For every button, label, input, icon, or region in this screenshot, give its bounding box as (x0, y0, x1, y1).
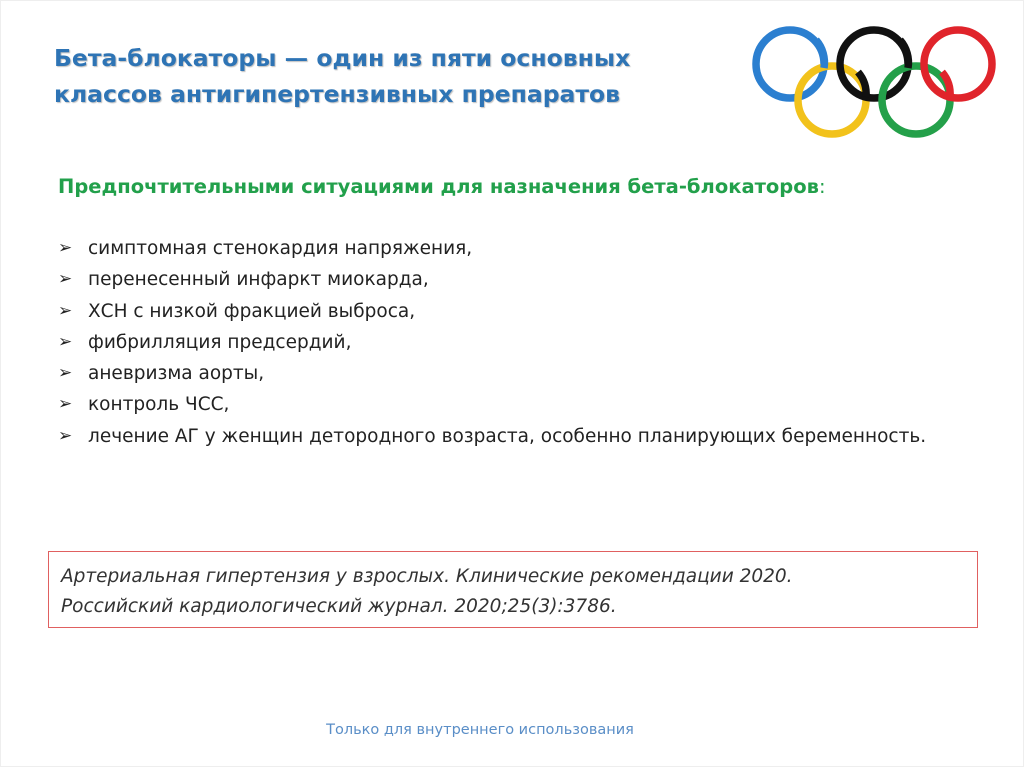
slide-title-line-1: Бета-блокаторы — один из пяти основных (54, 44, 631, 72)
olympic-rings-icon (750, 22, 998, 144)
citation-line-2: Российский кардиологический журнал. 2020;25(3):3786. (61, 596, 617, 617)
ring-blue (756, 30, 824, 98)
section-heading-colon: : (819, 175, 826, 198)
list-item-text: фибрилляция предсердий, (88, 331, 352, 353)
list-item-text: лечение АГ у женщин детородного возраста, особенно планирующих беременность. (88, 425, 927, 447)
list-item (58, 358, 943, 389)
arrow-bullet-icon: ➢ (58, 331, 73, 352)
list-item (58, 327, 943, 358)
slide-title-line-2: классов антигипертензивных препаратов (54, 80, 621, 108)
ring-yellow (798, 66, 866, 134)
indications-list (58, 233, 943, 452)
list-item (58, 233, 943, 264)
arrow-bullet-icon: ➢ (58, 363, 73, 384)
list-item (58, 296, 943, 327)
list-item (58, 264, 943, 295)
list-item (58, 389, 943, 420)
list-item-text: контроль ЧСС, (88, 394, 230, 416)
ring-green (882, 66, 950, 134)
footer-note: Только для внутреннего использования (326, 722, 634, 738)
section-heading (58, 175, 958, 198)
arrow-bullet-icon: ➢ (58, 238, 73, 258)
list-item-text: симптомная стенокардия напряжения, (88, 238, 473, 259)
arrow-bullet-icon: ➢ (58, 425, 73, 446)
arrow-bullet-icon: ➢ (58, 300, 73, 321)
arrow-bullet-icon: ➢ (58, 269, 73, 290)
ring-red (924, 30, 992, 98)
list-item-text: аневризма аорты, (88, 363, 265, 385)
arrow-bullet-icon: ➢ (58, 394, 73, 415)
slide-title (54, 40, 714, 112)
ring-black (840, 30, 908, 98)
list-item (58, 421, 943, 452)
list-item-text: ХСН с низкой фракцией выброса, (88, 300, 416, 322)
section-heading-text: Предпочтительными ситуациями для назначения бета-блокаторов (58, 175, 820, 198)
list-item-text: перенесенный инфаркт миокарда, (88, 269, 429, 291)
citation-line-1: Артериальная гипертензия у взрослых. Клинические рекомендации 2020. (61, 566, 793, 587)
citation-box (48, 551, 978, 628)
